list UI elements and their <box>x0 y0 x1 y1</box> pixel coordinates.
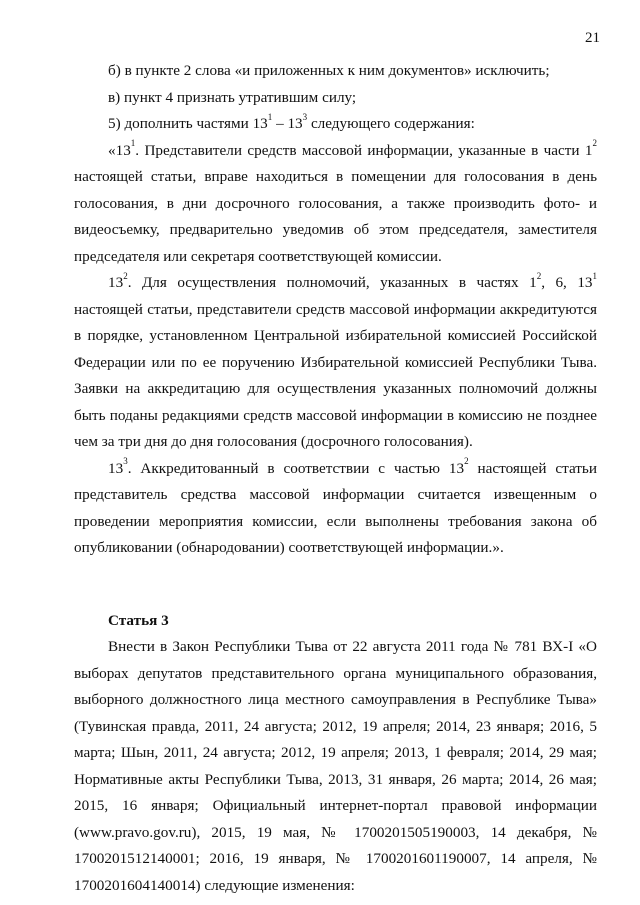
article-3-line-6: Нормативные акты Республики Тыва, 2013, 31 января, 26 марта; 2014, 26 мая; <box>74 770 597 788</box>
part-13-3-line-3: проведении мероприятия комиссии, если выполнены требования закона об <box>74 512 597 530</box>
part-13-1-line-1: «$13^1$. Представители средств массовой информации, указанные в части $1^2$ <box>108 138 597 159</box>
part-13-1-line-4: видеосъемку, предварительно уведомив об этом председателя, заместителя <box>74 221 597 238</box>
document-body <box>74 58 597 899</box>
part-13-1-line-2: настоящей статьи, вправе находиться в помещении для голосования в день <box>74 168 597 185</box>
part-13-2-line-7: чем за три дня до дня голосования (досрочного голосования). <box>74 433 473 450</box>
part-13-2-line-6: быть поданы редакциями средств массовой информации в комиссию не позднее <box>74 406 597 424</box>
article-3-line-8: (www.pravo.gov.ru), 2015, 19 мая, № 1700201505190003, 14 декабря, № <box>74 823 597 841</box>
part-13-1-line-3: голосования, в дни досрочного голосования, а также производить фото- и <box>74 194 597 212</box>
item-v: в) пункт 4 признать утратившим силу; <box>108 88 357 106</box>
part-13-1-line-5: председателя или секретаря соответствующей комиссии. <box>74 247 442 265</box>
article-3-line-4: (Тувинская правда, 2011, 24 августа; 2012, 19 апреля; 2014, 23 января; 2016, 5 <box>74 717 597 735</box>
article-3-line-9: 1700201512140001; 2016, 19 января, № 1700201601190007, 14 апреля, № <box>74 850 597 867</box>
article-3-line-7: 2015, 16 января; Официальный интернет-портал правовой информации <box>74 797 597 814</box>
article-3-line-10: 1700201604140014) следующие изменения: <box>74 876 355 894</box>
part-13-3-line-4: опубликовании (обнародовании) соответствующей информации.». <box>74 539 504 556</box>
item-b: б) в пункте 2 слова «и приложенных к ним документов» исключить; <box>108 62 550 79</box>
part-13-3-line-1: $13^3$. Аккредитованный в соответствии с частью $13^2$ настоящей статьи <box>108 456 597 477</box>
part-13-2-line-1: $13^2$. Для осуществления полномочий, указанных в частях $1^2$, 6, $13^1$ <box>108 270 597 291</box>
part-13-3-line-2: представитель средства массовой информации считается извещенным о <box>74 486 597 503</box>
part-13-2-line-4: Федерации или по ее поручению Избирательной комиссией Республики Тыва. <box>74 353 597 371</box>
part-13-2-line-2: настоящей статьи, представители средств массовой информации аккредитуются <box>74 300 597 318</box>
page-number: 21 <box>585 30 600 46</box>
article-3-line-2: выборах депутатов представительного органа муниципального образования, <box>74 664 597 682</box>
article-3-line-1: Внести в Закон Республики Тыва от 22 августа 2011 года № 781 ВХ-I «О <box>108 638 597 655</box>
article-3-line-5: марта; Шын, 2011, 24 августа; 2012, 19 апреля; 2013, 1 февраля; 2014, 29 мая; <box>74 744 597 761</box>
article-3-line-3: выборного должностного лица местного самоуправления в Республике Тыва» <box>74 691 597 708</box>
item-5: 5) дополнить частями $13^1 - 13^3$ следующего содержания: <box>108 111 475 132</box>
part-13-2-line-3: в порядке, установленном Центральной избирательной комиссией Российской <box>74 327 597 344</box>
part-13-2-line-5: Заявки на аккредитацию для осуществления указанных полномочий должны <box>74 380 597 397</box>
article-3-heading: Статья 3 <box>108 611 169 629</box>
